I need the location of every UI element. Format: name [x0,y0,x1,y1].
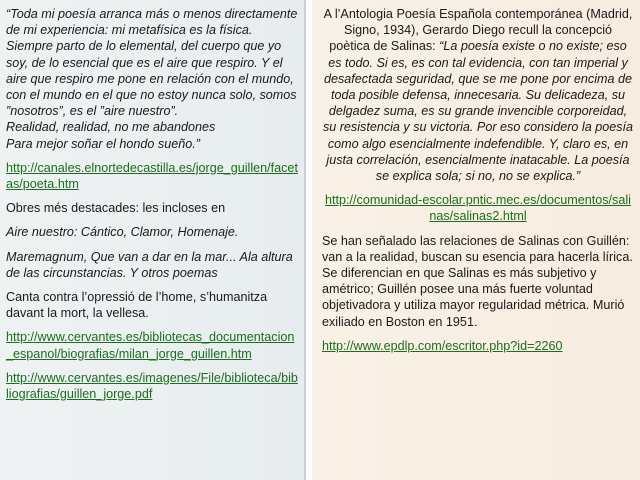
theme-description: Canta contra l’opressió de l’home, s’humanitza davant la mort, la vellesa. [6,290,268,321]
left-column-guillen [0,0,306,480]
salinas-quote: “La poesía existe o no existe; eso es todo. Si es, es con tal evidencia, con tan imperial y desafectada seguridad, que se me pone por encima de toda posible defensa, innecesaria. Su delicadeza, su delgadez suma, es su grande invencible corporeidad, su resistencia y su victoria. Por eso considero la poesía como algo esencialmente indefendible. Y, claro es, en justa correlación, esencialmente inatacable. La poesía se explica sola; si no, no se explica.” [322,39,634,184]
works-intro: Obres més destacades: les incloses en [6,201,226,216]
guillen-quote [6,6,298,152]
works-list-1: Aire nuestro: Cántico, Clamor, Homenaje. [6,225,239,240]
link-comunidad-escolar[interactable]: http://comunidad-escolar.pntic.mec.es/documentos/salinas/salinas2.html [325,193,631,224]
link-elnortedecastilla[interactable]: http://canales.elnortedecastilla.es/jorge_guillen/facetas/poeta.htm [6,160,298,192]
salinas-guillen-relation: Se han señalado las relaciones de Salinas con Guillén: van a la realidad, buscan su esencia para hacerla lírica. Se diferencian en que Salinas es más subjetivo y amétrico; Guillén posee una más fuerte voluntad objetivadora y utiliza mayor regularidad métrica. Murió exiliado en Boston en 1951. [322,233,633,329]
salinas-intro: A l’Antologia Poesía Española contemporánea (Madrid, Signo, 1934), Gerardo Diego recull la concepció poètica de Salinas: [323,7,633,54]
poem-line-2: Para mejor soñar el hondo sueño.” [6,136,200,151]
salinas-intro-and-quote [322,6,634,184]
guillen-quote-text: “Toda mi poesía arranca más o menos directamente de mi experiencia: mi metafísica es la física. Siempre parto de lo elemental, del cuerpo que yo soy, de lo esencial que es el aire que respiro. Y el aire que respiro me pone en relación con el mundo, con el mundo en el que no estoy nunca solo, somos ”nosotros”, es el ”aire nuestro”. [6,7,298,119]
right-column-salinas [312,0,640,480]
link-cervantes-biografia[interactable]: http://www.cervantes.es/bibliotecas_documentacion_espanol/biografias/milan_jorge_guillen.htm [6,330,295,361]
link-cervantes-bibliografia[interactable]: http://www.cervantes.es/imagenes/File/biblioteca/bibliografias/guillen_jorge.pdf [6,370,298,402]
poem-line-1: Realidad, realidad, no me abandones [6,120,216,135]
link-epdlp[interactable]: http://www.epdlp.com/escritor.php?id=2260 [322,338,563,353]
works-list-2: Maremagnum, Que van a dar en la mar... Ala altura de las circunstancias. Y otros poemas [6,249,293,280]
